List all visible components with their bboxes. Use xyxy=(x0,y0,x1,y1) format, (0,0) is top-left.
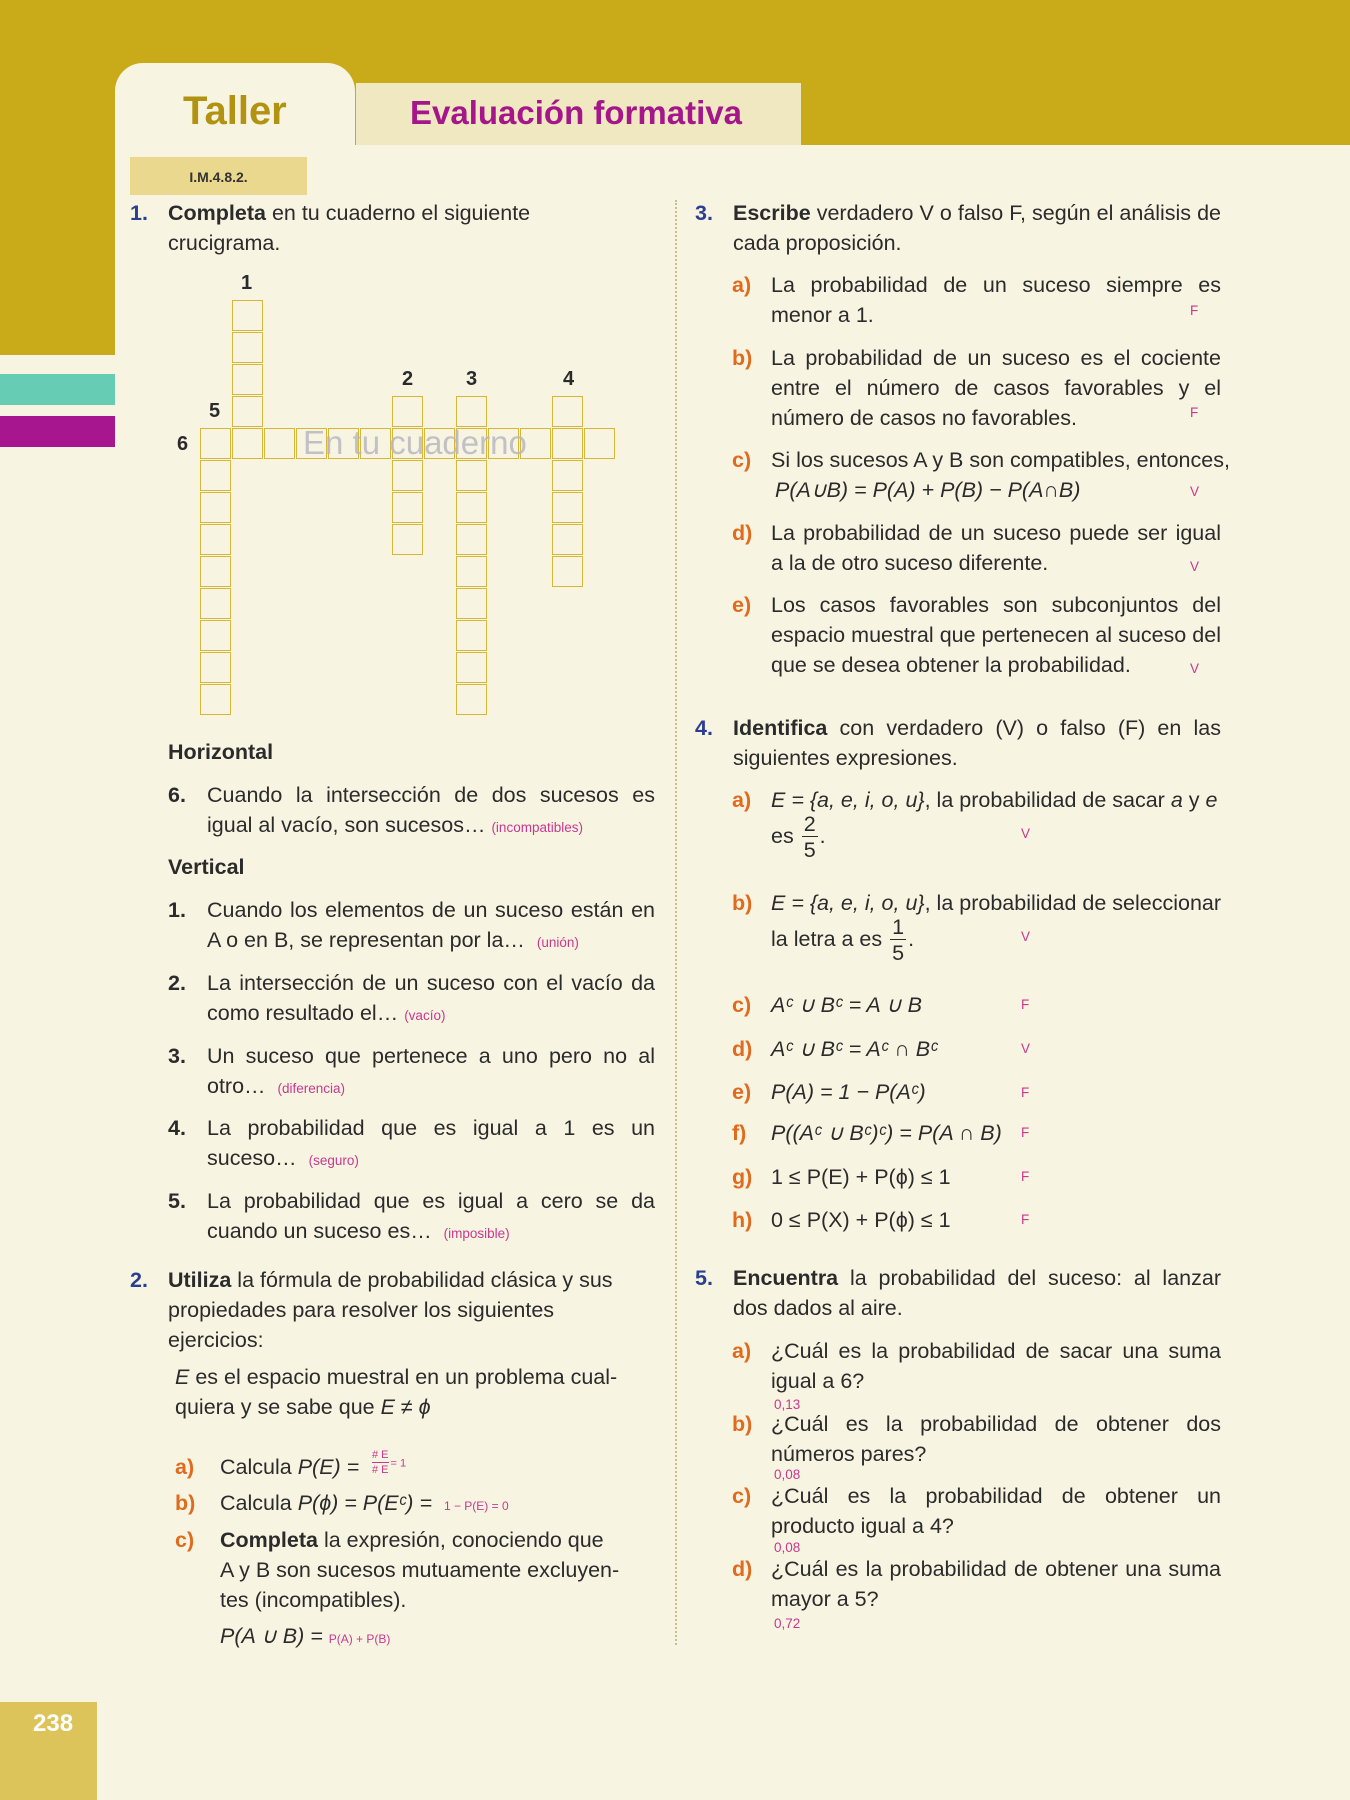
q1-verb: Completa xyxy=(168,201,266,225)
q3d-line2: a la de otro suceso diferente. xyxy=(771,551,1049,575)
q3d-line1: La probabilidad de un suceso puede ser igual xyxy=(771,521,1221,545)
q2a-label: a) xyxy=(175,1455,195,1479)
q4c-expr xyxy=(771,990,922,1020)
vertical-heading: Vertical xyxy=(168,855,245,879)
crossword-cell xyxy=(552,396,583,427)
taller-tab xyxy=(115,63,355,163)
q3e-answer: V xyxy=(1190,661,1200,676)
crossword-cell xyxy=(456,492,487,523)
q4-number: 4. xyxy=(695,716,713,740)
crossword-label-5: 5 xyxy=(209,400,221,422)
q4a-expr: E = {a, e, i, o, u} xyxy=(771,788,925,812)
q4g-expr-text: 1 ≤ P(E) + P(ϕ) ≤ 1 xyxy=(771,1165,951,1189)
q2b-text xyxy=(220,1488,509,1521)
q2-statement xyxy=(168,1265,648,1355)
q4a-and: y xyxy=(1182,788,1206,812)
crossword-cell xyxy=(552,428,583,459)
v4-answer: (seguro) xyxy=(308,1153,359,1168)
crossword-cell xyxy=(456,460,487,491)
v2-line1: La intersección de un suceso con el vacío da xyxy=(207,971,655,995)
q4b-text xyxy=(771,888,1231,918)
crossword-cell xyxy=(232,332,263,363)
q2c-text xyxy=(220,1525,650,1615)
page-number: 238 xyxy=(33,1710,74,1737)
q2c-verb: Completa xyxy=(220,1528,318,1552)
q5d-line1: ¿Cuál es la probabilidad de obtener una suma xyxy=(771,1557,1221,1581)
v4-line1: La probabilidad que es igual a 1 es un xyxy=(207,1116,655,1140)
q3e-label: e) xyxy=(732,593,752,617)
q4e-expr-text: P(A) = 1 − P(Aᶜ) xyxy=(771,1080,926,1104)
q5c-answer: 0,08 xyxy=(774,1540,801,1555)
q1-statement xyxy=(168,198,588,258)
q2b-answer: 1 − P(E) = 0 xyxy=(443,1499,509,1513)
q5-line2: dos dados al aire. xyxy=(733,1296,903,1320)
q5a-label: a) xyxy=(732,1339,752,1363)
q2a-answer-den: # E xyxy=(372,1464,389,1476)
q3d-label: d) xyxy=(732,521,753,545)
section-title-tab xyxy=(356,83,801,145)
v3-number: 3. xyxy=(168,1044,186,1068)
q5d-label: d) xyxy=(732,1557,753,1581)
watermark-text: En tu cuaderno xyxy=(303,424,527,461)
q2a-answer xyxy=(370,1448,406,1477)
q5b-answer: 0,08 xyxy=(774,1467,801,1482)
q4b-expr: E = {a, e, i, o, u} xyxy=(771,891,925,915)
teal-side-stripe xyxy=(0,374,115,405)
crossword-cell xyxy=(200,620,231,651)
crossword-cell xyxy=(200,524,231,555)
crossword-cell xyxy=(200,460,231,491)
q3e-line2: espacio muestral que pertenecen al suceso del xyxy=(771,623,1221,647)
q4e-expr xyxy=(771,1077,926,1107)
q4-verb: Identifica xyxy=(733,716,828,740)
q1-line1: en tu cuaderno el siguiente xyxy=(265,201,531,225)
q4a-fraction-line: es $\frac{2}{5}$ . xyxy=(771,812,826,862)
q4h-expr xyxy=(771,1205,951,1235)
q5c-line1: ¿Cuál es la probabilidad de obtener un xyxy=(771,1484,1221,1508)
q2c-answer: P(A) + P(B) xyxy=(328,1632,391,1646)
crossword-cell xyxy=(232,300,263,331)
crossword-cell xyxy=(392,396,423,427)
q3c-formula: P(A∪B) = P(A) + P(B) − P(A∩B) xyxy=(775,478,1081,502)
q4a-text-mid: , la probabilidad de sacar xyxy=(924,788,1171,812)
v3-clue xyxy=(207,1041,655,1104)
v4-clue xyxy=(207,1113,655,1176)
q2c-line2: A y B son sucesos mutuamente excluyen- xyxy=(220,1558,620,1582)
horizontal-heading: Horizontal xyxy=(168,740,274,764)
q2c-line1: la expresión, conociendo que xyxy=(317,1528,604,1552)
q3e-text xyxy=(771,590,1221,680)
q4b-frac-num: 1 xyxy=(892,915,905,939)
q2-intro-condition: E ≠ ϕ xyxy=(380,1395,431,1419)
crossword-cell xyxy=(232,364,263,395)
skill-code-badge: I.M.4.8.2. xyxy=(130,157,307,195)
v2-answer: (vacío) xyxy=(404,1008,446,1023)
q3a-line1: La probabilidad de un suceso siempre es xyxy=(771,273,1221,297)
q4e-label: e) xyxy=(732,1080,752,1104)
q4a-answer: V xyxy=(1021,826,1031,841)
v3-line2: otro… xyxy=(207,1074,266,1098)
q5a-line1: ¿Cuál es la probabilidad de sacar una suma xyxy=(771,1339,1221,1363)
q5d-line2: mayor a 5? xyxy=(771,1587,879,1611)
q2-line1: la fórmula de probabilidad clásica y sus xyxy=(231,1268,613,1292)
q4-line1: con verdadero (V) o falso (F) en las xyxy=(827,716,1221,740)
crossword-cell xyxy=(392,524,423,555)
q2-intro-line2: quiera y se sabe que xyxy=(175,1395,381,1419)
crossword-cell xyxy=(584,428,615,459)
q4a-label: a) xyxy=(732,788,752,812)
q2a-answer-tail: = 1 xyxy=(390,1457,407,1470)
q4a-frac-den: 5 xyxy=(803,838,816,862)
q4d-expr-text: Aᶜ ∪ Bᶜ = Aᶜ ∩ Bᶜ xyxy=(771,1037,938,1061)
q4h-answer: F xyxy=(1021,1212,1030,1227)
q4b-text-mid: , la probabilidad de seleccionar xyxy=(924,891,1222,915)
q3c-text xyxy=(771,445,1231,505)
v3-answer: (diferencia) xyxy=(277,1081,346,1096)
q3a-label: a) xyxy=(732,273,752,297)
q5c-line2: producto igual a 4? xyxy=(771,1514,954,1538)
q3d-answer: V xyxy=(1190,559,1200,574)
q2-line2: propiedades para resolver los siguientes xyxy=(168,1298,555,1322)
q2c-expr-line xyxy=(220,1621,390,1654)
q5d-answer: 0,72 xyxy=(774,1616,801,1631)
q4f-expr-text: P((Aᶜ ∪ Bᶜ)ᶜ) = P(A ∩ B) xyxy=(771,1121,1002,1145)
q5a-answer: 0,13 xyxy=(774,1397,801,1412)
crossword-cell xyxy=(392,460,423,491)
v5-number: 5. xyxy=(168,1189,186,1213)
v4-number: 4. xyxy=(168,1116,186,1140)
q4b-fraction-line: la letra a es $\frac{1}{5}$ . xyxy=(771,915,915,965)
q5b-line1: ¿Cuál es la probabilidad de obtener dos xyxy=(771,1412,1221,1436)
v1-answer: (unión) xyxy=(536,935,579,950)
crossword-cell xyxy=(264,428,295,459)
taller-label: Taller xyxy=(183,89,287,133)
h6-number: 6. xyxy=(168,783,186,807)
q4d-label: d) xyxy=(732,1037,753,1061)
q3-number: 3. xyxy=(695,201,713,225)
q4d-answer: V xyxy=(1021,1041,1031,1056)
v2-number: 2. xyxy=(168,971,186,995)
q2a-answer-num: # E xyxy=(372,1449,389,1461)
q4g-answer: F xyxy=(1021,1169,1030,1184)
q4b-label: b) xyxy=(732,891,753,915)
q5b-label: b) xyxy=(732,1412,753,1436)
magenta-side-stripe xyxy=(0,416,115,447)
crossword-cell xyxy=(200,492,231,523)
q4b-line2: la letra a es xyxy=(771,927,889,952)
v1-number: 1. xyxy=(168,898,186,922)
q4b-frac-den: 5 xyxy=(892,941,905,965)
q5a-line2: igual a 6? xyxy=(771,1369,865,1393)
q5b-text xyxy=(771,1409,1221,1469)
v1-clue xyxy=(207,895,655,958)
q4f-label: f) xyxy=(732,1121,747,1145)
crossword-cell xyxy=(552,460,583,491)
crossword-cell xyxy=(456,556,487,587)
q4a-var-e: e xyxy=(1205,788,1218,812)
q3b-line3: número de casos no favorables. xyxy=(771,406,1077,430)
q5-number: 5. xyxy=(695,1266,713,1290)
v1-line1: Cuando los elementos de un suceso están en xyxy=(207,898,655,922)
q2c-line3: tes (incompatibles). xyxy=(220,1588,407,1612)
crossword-label-1: 1 xyxy=(241,272,253,294)
crossword-label-2: 2 xyxy=(402,368,414,390)
crossword-cell xyxy=(552,524,583,555)
crossword-cell xyxy=(552,556,583,587)
q4g-expr xyxy=(771,1162,951,1192)
v5-line2: cuando un suceso es… xyxy=(207,1219,432,1243)
q5c-text xyxy=(771,1481,1221,1541)
q4a-es: es xyxy=(771,824,800,849)
q4g-label: g) xyxy=(732,1165,753,1189)
q2b-verb: Calcula xyxy=(220,1491,298,1515)
q5-statement xyxy=(733,1263,1221,1323)
q3d-text xyxy=(771,518,1221,578)
q4c-answer: F xyxy=(1021,997,1030,1012)
q4f-expr xyxy=(771,1118,1002,1148)
q2-number: 2. xyxy=(130,1268,148,1292)
q2-intro xyxy=(175,1362,655,1422)
q4-statement xyxy=(733,713,1221,773)
left-color-band xyxy=(0,0,115,355)
q3-line2: cada proposición. xyxy=(733,231,902,255)
q4e-answer: F xyxy=(1021,1085,1030,1100)
q2-intro-line1: es el espacio muestral en un problema cual- xyxy=(189,1365,618,1389)
q3b-answer: F xyxy=(1190,405,1199,420)
q3a-answer: F xyxy=(1190,303,1199,318)
crossword-cell xyxy=(200,556,231,587)
q4a-frac-num: 2 xyxy=(803,812,816,836)
v1-line2: A o en B, se representan por la… xyxy=(207,928,525,952)
v5-answer: (imposible) xyxy=(443,1226,510,1241)
q2-verb: Utiliza xyxy=(168,1268,232,1292)
crossword-label-3: 3 xyxy=(466,368,478,390)
crossword-cell xyxy=(456,684,487,715)
q5b-line2: números pares? xyxy=(771,1442,927,1466)
column-divider xyxy=(675,200,677,1645)
q3b-line2: entre el número de casos favorables y el xyxy=(771,376,1221,400)
q3-verb: Escribe xyxy=(733,201,811,225)
h6-line1: Cuando la intersección de dos sucesos es xyxy=(207,783,655,807)
q5d-text xyxy=(771,1554,1221,1614)
v3-line1: Un suceso que pertenece a uno pero no al xyxy=(207,1044,655,1068)
crossword-cell xyxy=(456,524,487,555)
crossword-label-4: 4 xyxy=(563,368,575,390)
q3c-line1: Si los sucesos A y B son compatibles, entonces, xyxy=(771,448,1230,472)
crossword-cell xyxy=(200,428,231,459)
q3a-text xyxy=(771,270,1221,330)
q2b-label: b) xyxy=(175,1491,196,1515)
h6-line2: igual al vacío, son sucesos… xyxy=(207,813,486,837)
q3c-label: c) xyxy=(732,448,752,472)
q5-line1: la probabilidad del suceso: al lanzar xyxy=(838,1266,1221,1290)
v4-line2: suceso… xyxy=(207,1146,297,1170)
q4h-expr-text: 0 ≤ P(X) + P(ϕ) ≤ 1 xyxy=(771,1208,951,1232)
crossword-cell xyxy=(200,684,231,715)
crossword-cell xyxy=(200,588,231,619)
q4h-label: h) xyxy=(732,1208,753,1232)
v5-clue xyxy=(207,1186,655,1249)
crossword-cell xyxy=(456,620,487,651)
q4c-expr-text: Aᶜ ∪ Bᶜ = A ∪ B xyxy=(771,993,922,1017)
q2a-verb: Calcula xyxy=(220,1455,298,1479)
h6-answer: (incompatibles) xyxy=(491,820,583,835)
q4c-label: c) xyxy=(732,993,752,1017)
q2-line3: ejercicios: xyxy=(168,1328,264,1352)
q2-intro-E: E xyxy=(175,1365,190,1389)
q3b-line1: La probabilidad de un suceso es el cociente xyxy=(771,346,1221,370)
q4f-answer: F xyxy=(1021,1125,1030,1140)
q3c-answer: V xyxy=(1190,484,1200,499)
page-number-block xyxy=(0,1702,97,1800)
crossword-cell xyxy=(456,588,487,619)
q2c-label: c) xyxy=(175,1528,195,1552)
q3-line1: verdadero V o falso F, según el análisis de xyxy=(810,201,1221,225)
q3b-text xyxy=(771,343,1221,433)
crossword-cell xyxy=(392,492,423,523)
q4b-answer: V xyxy=(1021,929,1031,944)
q5-verb: Encuentra xyxy=(733,1266,839,1290)
crossword-cell xyxy=(232,428,263,459)
q2c-expr: P(A ∪ B) = xyxy=(220,1624,323,1648)
h6-clue xyxy=(207,780,655,843)
q1-line2: crucigrama. xyxy=(168,231,281,255)
crossword-cell xyxy=(552,492,583,523)
crossword-cell xyxy=(456,396,487,427)
q4a-var-a: a xyxy=(1170,788,1183,812)
crossword-cell xyxy=(232,396,263,427)
crossword-cell xyxy=(456,652,487,683)
q5c-label: c) xyxy=(732,1484,752,1508)
q3e-line3: que se desea obtener la probabilidad. xyxy=(771,653,1131,677)
q4d-expr xyxy=(771,1034,938,1064)
v5-line1: La probabilidad que es igual a cero se da xyxy=(207,1189,655,1213)
crossword-cell xyxy=(200,652,231,683)
section-title: Evaluación formativa xyxy=(410,94,742,131)
q1-number: 1. xyxy=(130,201,148,225)
q4-line2: siguientes expresiones. xyxy=(733,746,958,770)
q3-statement xyxy=(733,198,1221,258)
q2a-expr: P(E) = xyxy=(297,1455,360,1479)
q2b-expr: P(ϕ) = P(Eᶜ) = xyxy=(297,1491,432,1515)
v2-clue xyxy=(207,968,655,1031)
v2-line2: como resultado el… xyxy=(207,1001,399,1025)
q4a-text xyxy=(771,785,1231,815)
q3b-label: b) xyxy=(732,346,753,370)
q5a-text xyxy=(771,1336,1221,1396)
q3e-line1: Los casos favorables son subconjuntos del xyxy=(771,593,1221,617)
q2a-text xyxy=(220,1452,359,1482)
crossword-label-6: 6 xyxy=(177,433,189,455)
q3a-line2: menor a 1. xyxy=(771,303,874,327)
